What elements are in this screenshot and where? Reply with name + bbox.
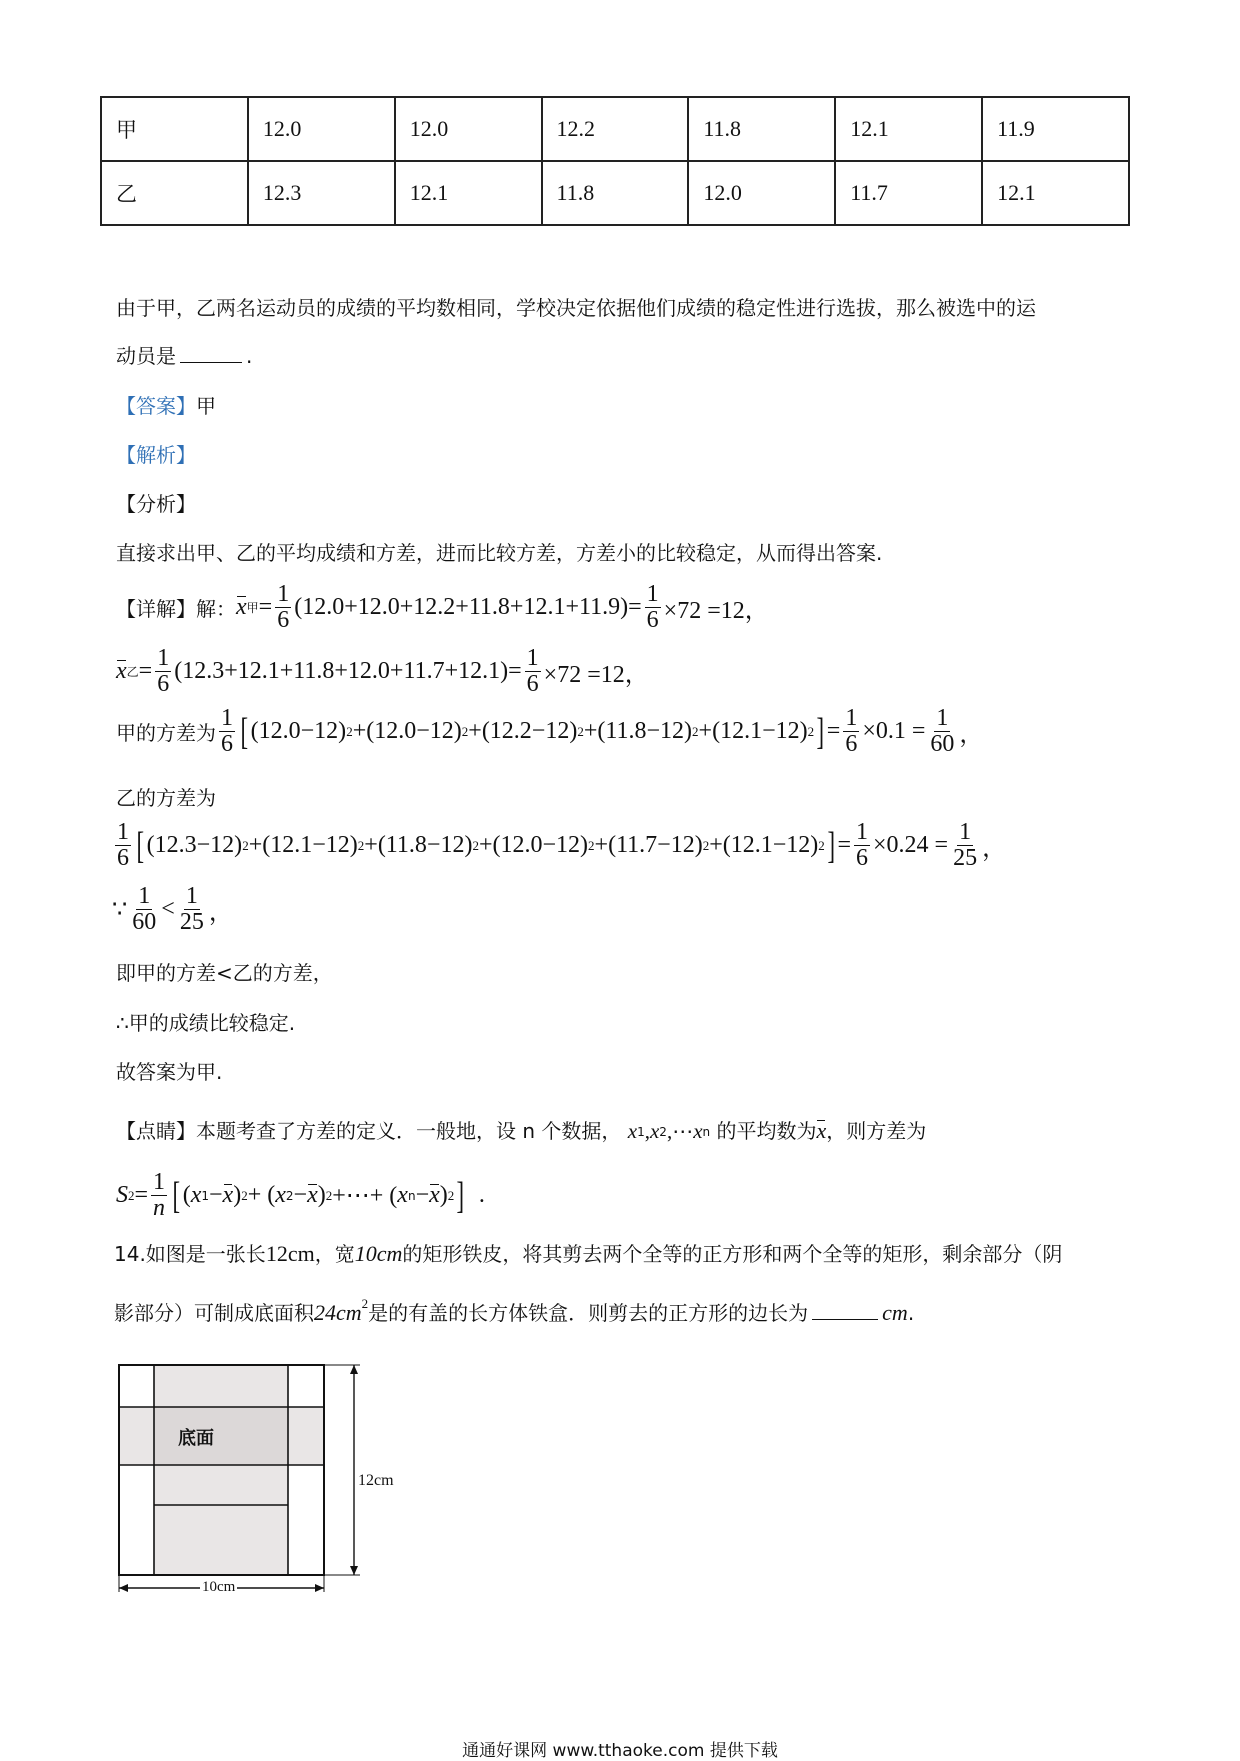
table-cell: 12.3 bbox=[248, 161, 395, 225]
conclusion-line3: 故答案为甲. bbox=[116, 1060, 223, 1084]
table-cell: 12.0 bbox=[395, 97, 542, 161]
base-face bbox=[154, 1407, 288, 1465]
fraction: $\frac{1}{6}$ bbox=[157, 645, 170, 698]
question-text: . bbox=[246, 344, 253, 368]
fraction: $\frac{1}{25}$ bbox=[953, 819, 978, 872]
table-cell: 11.9 bbox=[982, 97, 1129, 161]
mean-yi-result: ×72 =12， bbox=[543, 662, 649, 689]
because-line: ∵ $\frac{1}{60}$ < $\frac{1}{25}$ ， bbox=[112, 883, 233, 936]
q14-length: 12cm bbox=[265, 1241, 315, 1266]
width-label: 10cm bbox=[202, 1579, 236, 1595]
row-name: 乙 bbox=[101, 161, 248, 225]
variance-term: (12.1−12) bbox=[712, 718, 808, 745]
subscript-jia: 甲 bbox=[246, 601, 259, 616]
table-cell: 11.7 bbox=[835, 161, 982, 225]
variance-jia-line: 甲的方差为 $\frac{1}{6}$ [ (12.0−12) 2 + (12.0−12) 2 + (12.2−12) 2 + (11.8−12) 2 + (12.1−12) 2 ] = $\frac{1}{6}$ ×0.1 = $\frac{1}{60}$ ， bbox=[116, 705, 984, 758]
fraction: $\frac{1}{n}$ bbox=[153, 1169, 166, 1222]
answer-blank bbox=[812, 1301, 878, 1320]
variance-term: (12.1−12) bbox=[262, 832, 358, 859]
variance-yi-label: 乙的方差为 bbox=[116, 786, 216, 810]
mean-jia-result: ×72 =12， bbox=[663, 598, 769, 625]
q14-text: 影部分）可制成底面积 bbox=[114, 1301, 314, 1325]
jiexi-label: 【解析】 bbox=[116, 443, 196, 467]
q14-width: 10cm bbox=[354, 1241, 403, 1266]
mean-yi-line: x 乙 = $\frac{1}{6}$ (12.3+12.1+11.8+12.0+11.7+12.1) = $\frac{1}{6}$ ×72 =12， bbox=[116, 645, 649, 698]
variance-term: (12.0−12) bbox=[492, 832, 589, 859]
table-row bbox=[101, 161, 1129, 225]
fraction: $\frac{1}{6}$ bbox=[845, 705, 858, 758]
fraction: $\frac{1}{6}$ bbox=[277, 581, 290, 634]
fraction: $\frac{1}{60}$ bbox=[132, 883, 157, 936]
table-cell: 12.1 bbox=[982, 161, 1129, 225]
answer-blank bbox=[180, 344, 242, 363]
mean-jia-line: 【详解】解： x 甲 = $\frac{1}{6}$ (12.0+12.0+12.2+11.8+12.1+11.9) = $\frac{1}{6}$ ×72 =12， bbox=[116, 581, 769, 634]
variance-jia-tail: ×0.1 = bbox=[862, 718, 926, 745]
conclusion-line1: 即甲的方差<乙的方差， bbox=[116, 961, 333, 985]
fraction: $\frac{1}{6}$ bbox=[526, 645, 539, 698]
question-text-line1: 由于甲，乙两名运动员的成绩的平均数相同，学校决定依据他们成绩的稳定性进行选拔，那么被选中的运 bbox=[116, 296, 1036, 320]
variance-term: (11.8−12) bbox=[597, 718, 693, 745]
question-text: 动员是 bbox=[116, 344, 176, 368]
page-footer: 通通好课网 www.tthaoke.com 提供下载 bbox=[462, 1741, 778, 1761]
dianjing-text: ，则方差为 bbox=[826, 1119, 927, 1143]
answer-label: 【答案】 bbox=[116, 394, 196, 418]
mean-jia-expression: (12.0+12.0+12.2+11.8+12.1+11.9) bbox=[294, 594, 629, 621]
row-name: 甲 bbox=[101, 97, 248, 161]
fraction: $\frac{1}{60}$ bbox=[930, 705, 955, 758]
answer-value: 甲 bbox=[196, 394, 216, 418]
subscript-yi: 乙 bbox=[126, 665, 139, 680]
score-table bbox=[100, 96, 1130, 226]
shaded-side-left bbox=[119, 1407, 154, 1465]
q14-text: . bbox=[907, 1301, 915, 1325]
q14-line2: 影部分）可制成底面积$24cm^2$是的有盖的长方体铁盒．则剪去的正方形的边长为 cm. bbox=[114, 1296, 915, 1325]
question-text-line2 bbox=[116, 340, 252, 369]
variance-term: (12.0−12) bbox=[366, 718, 462, 745]
figure-svg bbox=[114, 1362, 384, 1592]
rectangle-figure bbox=[114, 1362, 394, 1596]
table-cell: 12.1 bbox=[835, 97, 982, 161]
answer-line bbox=[116, 390, 216, 419]
x-bar-symbol: x bbox=[116, 658, 127, 685]
q14-text: ，宽 bbox=[314, 1242, 355, 1266]
variance-formula-line: S 2 = $\frac{1}{n}$ [ ( x 1 − x ) 2 + ( x 2 − x ) 2 +⋯+ ( x n − x ) 2 ] . bbox=[116, 1169, 485, 1222]
q14-text: 14.如图是一张长 bbox=[114, 1242, 266, 1266]
variance-yi-line: $\frac{1}{6}$ [ (12.3−12) 2 + (12.1−12) 2 + (11.8−12) 2 + (12.0−12) 2 + (11.7−12) 2 + (12.1−12) 2 ] = $\frac{1}{6}$ ×0.24 = $\frac{1}{25}$ ， bbox=[117, 819, 1007, 872]
analysis-text: 直接求出甲、乙的平均成绩和方差，进而比较方差，方差小的比较稳定，从而得出答案. bbox=[116, 541, 883, 565]
table-row bbox=[101, 97, 1129, 161]
table-cell: 12.0 bbox=[688, 161, 835, 225]
mean-yi-expression: (12.3+12.1+11.8+12.0+11.7+12.1) bbox=[174, 658, 509, 685]
fraction: $\frac{1}{6}$ bbox=[646, 581, 659, 634]
dianjing-text: 的平均数为 bbox=[716, 1119, 817, 1143]
variance-term: (11.8−12) bbox=[377, 832, 473, 859]
dianjing-label: 【点睛】 bbox=[116, 1119, 196, 1143]
table-cell: 12.1 bbox=[395, 161, 542, 225]
q14-area: 24cm bbox=[314, 1300, 362, 1325]
detail-label: 【详解】解： bbox=[116, 597, 236, 622]
q14-text: 是的有盖的长方体铁盒．则剪去的正方形的边长为 bbox=[368, 1301, 809, 1325]
analysis-label: 【分析】 bbox=[116, 492, 196, 516]
variance-term: (11.7−12) bbox=[608, 832, 703, 859]
x-bar-symbol: x bbox=[236, 594, 247, 621]
table-cell: 12.0 bbox=[248, 97, 395, 161]
base-label: 底面 bbox=[178, 1428, 214, 1449]
q14-unit: cm bbox=[882, 1300, 908, 1325]
dianjing-line: 【点睛】本题考查了方差的定义．一般地，设 n 个数据， x 1 , x 2 ,⋯ x n 的平均数为x，则方差为 bbox=[116, 1118, 927, 1143]
height-label: 12cm bbox=[358, 1472, 394, 1489]
variance-term: (12.0−12) bbox=[250, 718, 347, 745]
fraction: $\frac{1}{6}$ bbox=[856, 819, 868, 872]
shaded-region bbox=[154, 1365, 288, 1575]
variance-yi-tail: ×0.24 = bbox=[873, 832, 949, 859]
variance-jia-label: 甲的方差为 bbox=[116, 721, 216, 746]
table-cell: 12.2 bbox=[542, 97, 689, 161]
fraction: $\frac{1}{6}$ bbox=[221, 705, 233, 758]
fraction: $\frac{1}{25}$ bbox=[179, 883, 204, 936]
fraction: $\frac{1}{6}$ bbox=[117, 819, 129, 872]
table-cell: 11.8 bbox=[542, 161, 689, 225]
because-symbol: ∵ bbox=[112, 897, 128, 924]
conclusion-line2: ∴甲的成绩比较稳定. bbox=[116, 1011, 296, 1035]
variance-term: (12.1−12) bbox=[722, 832, 819, 859]
q14-text: 的矩形铁皮，将其剪去两个全等的正方形和两个全等的矩形，剩余部分（阴 bbox=[402, 1242, 1063, 1266]
q14-line1 bbox=[114, 1238, 1062, 1267]
table-cell: 11.8 bbox=[688, 97, 835, 161]
dianjing-text: 本题考查了方差的定义．一般地，设 n 个数据， bbox=[196, 1119, 622, 1143]
shaded-side-right bbox=[288, 1407, 324, 1465]
variance-term: (12.3−12) bbox=[146, 832, 243, 859]
variance-term: (12.2−12) bbox=[481, 718, 578, 745]
